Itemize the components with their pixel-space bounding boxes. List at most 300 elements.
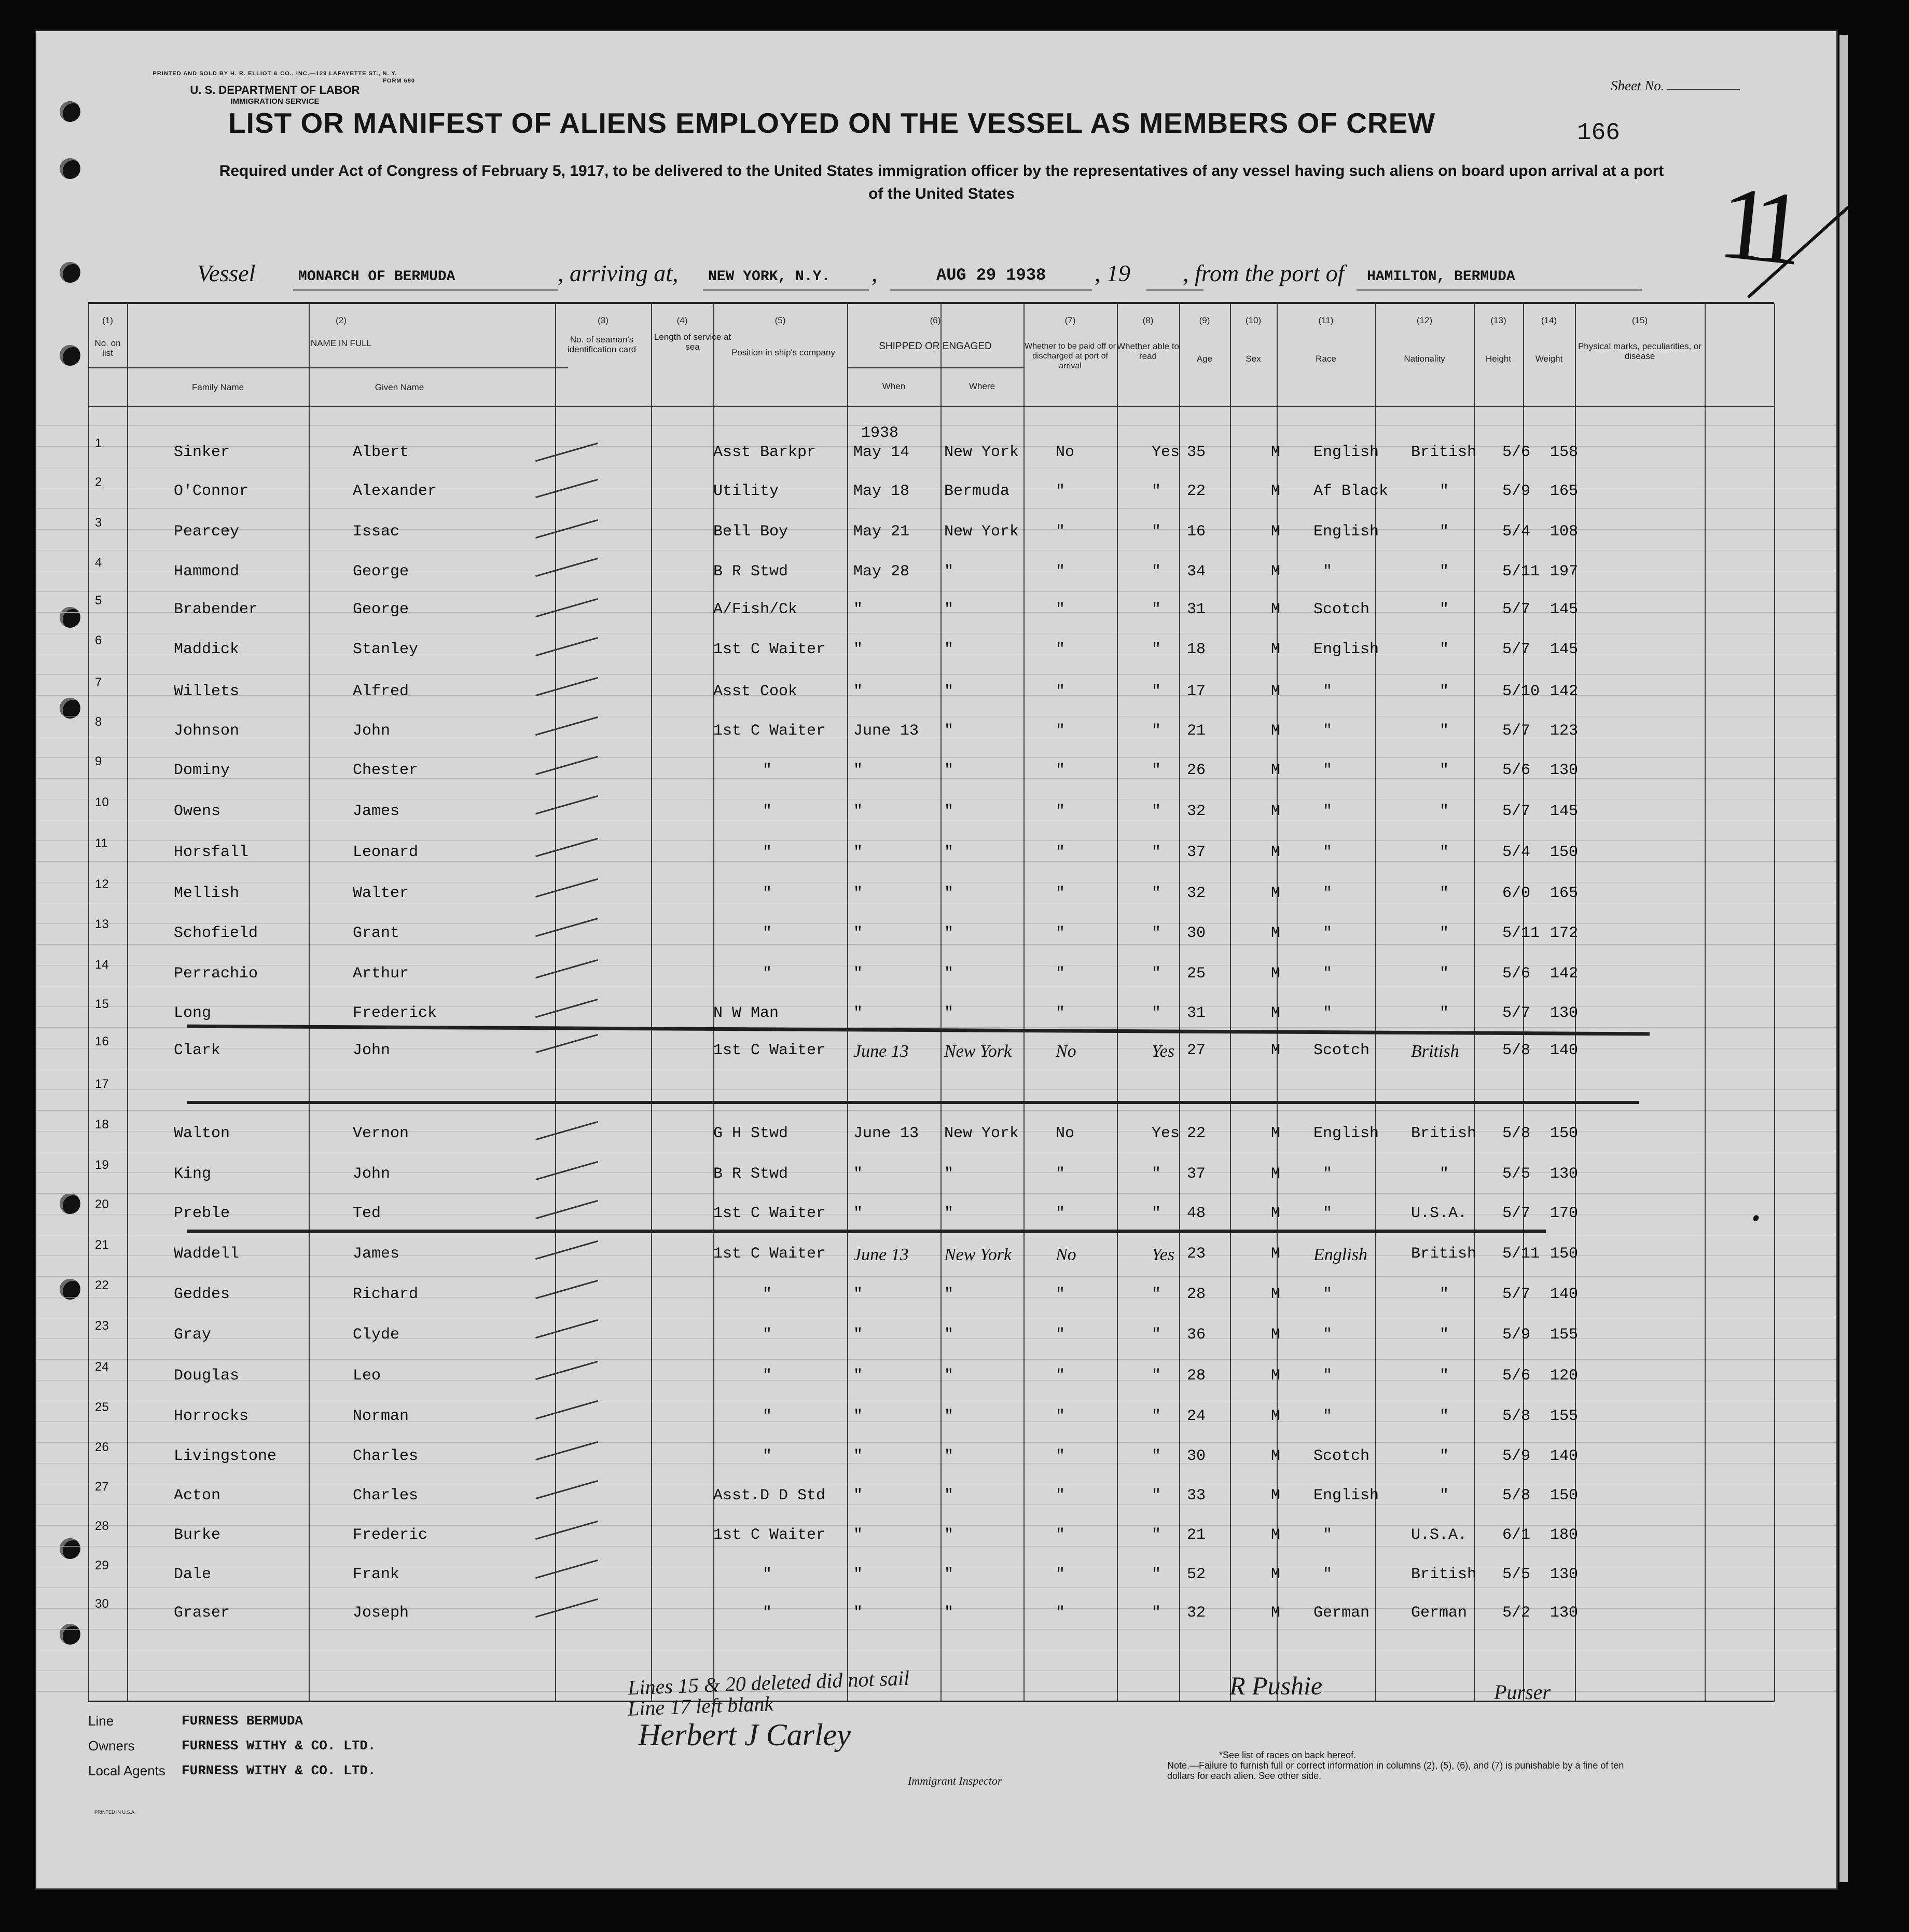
- cell-nat: ": [1440, 1367, 1449, 1385]
- department: [78, 85, 472, 107]
- cell-age: 17: [1187, 683, 1206, 700]
- cell-height: 5/11: [1502, 924, 1540, 942]
- cell-paid: ": [1056, 482, 1066, 500]
- cell-paid: No: [1056, 444, 1075, 461]
- cell-position: 1st C Waiter: [713, 1526, 826, 1544]
- cell-sex: M: [1271, 1326, 1281, 1344]
- cell-where: ": [944, 722, 954, 740]
- cell-race: ": [1323, 762, 1333, 779]
- cell-where: ": [944, 641, 954, 658]
- cell-height: 5/6: [1502, 965, 1531, 983]
- cell-where: ": [944, 844, 954, 861]
- cell-when: ": [853, 1286, 863, 1303]
- col-age: Age: [1196, 354, 1213, 364]
- table-row: [36, 1117, 1836, 1157]
- cell-family: Hammond: [174, 563, 240, 581]
- year-underline: [1146, 289, 1204, 291]
- cell-given: John: [353, 1042, 391, 1059]
- vessel-underline: [293, 289, 558, 291]
- cell-where: New York: [944, 444, 1019, 461]
- cell-read: Yes: [1152, 1245, 1175, 1264]
- cell-where: ": [944, 924, 954, 942]
- cell-weight: 150: [1550, 844, 1579, 861]
- cell-race: ": [1323, 1407, 1333, 1425]
- cell-paid: ": [1056, 1604, 1066, 1622]
- table-row: [36, 1319, 1836, 1358]
- arriving-label: , arriving at,: [558, 260, 679, 286]
- cell-when: June 13: [853, 1042, 909, 1061]
- local-agents-value: FURNESS WITHY & CO. LTD.: [182, 1763, 376, 1778]
- cell-read: ": [1152, 1487, 1161, 1505]
- cell-race: English: [1313, 444, 1379, 461]
- owners-value: FURNESS WITHY & CO. LTD.: [182, 1738, 376, 1754]
- cell-height: 5/7: [1502, 1286, 1531, 1303]
- column-number: (15): [1631, 315, 1648, 325]
- cell-age: 31: [1187, 1004, 1206, 1022]
- cell-height: 5/9: [1502, 482, 1531, 500]
- cell-where: ": [944, 1526, 954, 1544]
- cell-weight: 180: [1550, 1526, 1579, 1544]
- cell-given: Alexander: [353, 482, 437, 500]
- cell-weight: 155: [1550, 1326, 1579, 1344]
- cell-paid: ": [1056, 1205, 1066, 1222]
- cell-given: Vernon: [353, 1125, 409, 1142]
- cell-given: Norman: [353, 1407, 409, 1425]
- cell-where: ": [944, 1604, 954, 1622]
- cell-nat: U.S.A.: [1411, 1205, 1468, 1222]
- cell-age: 48: [1187, 1205, 1206, 1222]
- cell-nat: British: [1411, 1245, 1477, 1263]
- cell-where: ": [944, 1487, 954, 1505]
- cell-read: ": [1152, 1566, 1161, 1583]
- cell-nat: ": [1440, 803, 1449, 820]
- cell-height: 5/8: [1502, 1125, 1531, 1142]
- year-above: 1938: [861, 424, 899, 442]
- cell-read: ": [1152, 722, 1161, 740]
- cell-paid: ": [1056, 1566, 1066, 1583]
- cell-paid: ": [1056, 523, 1066, 541]
- cell-weight: 130: [1550, 1165, 1579, 1183]
- table-row: [36, 1440, 1836, 1480]
- cell-family: King: [174, 1165, 212, 1183]
- cell-weight: 150: [1550, 1245, 1579, 1263]
- inspector-label: Immigrant Inspector: [908, 1774, 1002, 1787]
- cell-nat: ": [1440, 924, 1449, 942]
- cell-age: 35: [1187, 444, 1206, 461]
- binder-hole: [60, 158, 80, 179]
- cell-age: 21: [1187, 722, 1206, 740]
- cell-paid: ": [1056, 1326, 1066, 1344]
- service-name: IMMIGRATION SERVICE: [230, 97, 320, 106]
- cell-sex: M: [1271, 965, 1281, 983]
- cell-age: 23: [1187, 1245, 1206, 1263]
- cell-read: ": [1152, 965, 1161, 983]
- footer-notes: [1167, 1750, 1634, 1781]
- arriving-underline: [703, 289, 869, 291]
- cell-given: John: [353, 722, 391, 740]
- cell-read: ": [1152, 482, 1161, 500]
- vessel-label: Vessel: [197, 260, 256, 286]
- cell-when: ": [853, 601, 863, 618]
- table-row: [36, 633, 1836, 673]
- table-row: [36, 1519, 1836, 1558]
- cell-family: Geddes: [174, 1286, 230, 1303]
- col-id-card: No. of seaman's identification card: [567, 335, 637, 354]
- cell-age: 24: [1187, 1407, 1206, 1425]
- col-able-to-read: Whether able to read: [1117, 341, 1180, 361]
- cell-no: 16: [95, 1034, 109, 1048]
- cell-where: ": [944, 965, 954, 983]
- cell-age: 32: [1187, 1604, 1206, 1622]
- cell-no: 21: [95, 1238, 109, 1252]
- cell-paid: ": [1056, 683, 1066, 700]
- column-number: (2): [336, 315, 347, 325]
- cell-race: ": [1323, 885, 1333, 902]
- cell-paid: ": [1056, 965, 1066, 983]
- cell-given: George: [353, 601, 409, 618]
- cell-nat: ": [1440, 523, 1449, 541]
- stamp-number: 166: [1577, 119, 1620, 146]
- cell-race: ": [1323, 1367, 1333, 1385]
- cell-height: 6/0: [1502, 885, 1531, 902]
- subtitle: [176, 160, 1707, 205]
- cell-given: James: [353, 1245, 400, 1263]
- cell-sex: M: [1271, 844, 1281, 861]
- cell-paid: ": [1056, 1526, 1066, 1544]
- cell-weight: 142: [1550, 965, 1579, 983]
- cell-family: Clark: [174, 1042, 221, 1059]
- cell-read: ": [1152, 1326, 1161, 1344]
- cell-family: Waddell: [174, 1245, 240, 1263]
- table-row: [36, 715, 1836, 754]
- cell-height: 5/7: [1502, 1004, 1531, 1022]
- cell-weight: 120: [1550, 1367, 1579, 1385]
- cell-where: ": [944, 1407, 954, 1425]
- cell-weight: 155: [1550, 1407, 1579, 1425]
- cell-no: 11: [95, 836, 108, 850]
- ruled-line: [36, 840, 1836, 841]
- cell-race: Scotch: [1313, 1447, 1370, 1465]
- cell-age: 34: [1187, 563, 1206, 581]
- cell-paid: No: [1056, 1125, 1075, 1142]
- cell-no: 14: [95, 958, 109, 972]
- cell-weight: 197: [1550, 563, 1579, 581]
- cell-given: Stanley: [353, 641, 419, 658]
- cell-family: Willets: [174, 683, 240, 700]
- cell-sex: M: [1271, 1286, 1281, 1303]
- table-row: [36, 917, 1836, 957]
- cell-paid: ": [1056, 563, 1066, 581]
- cell-given: Leo: [353, 1367, 381, 1385]
- cell-race: ": [1323, 1526, 1333, 1544]
- cell-no: 18: [95, 1117, 109, 1131]
- cell-age: 25: [1187, 965, 1206, 983]
- cell-when: May 14: [853, 444, 910, 461]
- cell-nat: ": [1440, 965, 1449, 983]
- cell-given: Issac: [353, 523, 400, 541]
- cell-height: 5/7: [1502, 1205, 1531, 1222]
- ruled-line: [36, 1691, 1836, 1692]
- cell-height: 5/4: [1502, 523, 1531, 541]
- cell-position: ": [763, 1367, 772, 1385]
- cell-nat: ": [1440, 641, 1449, 658]
- cell-family: Pearcey: [174, 523, 240, 541]
- cell-race: English: [1313, 1245, 1367, 1264]
- cell-given: Walter: [353, 885, 409, 902]
- cell-family: O'Connor: [174, 482, 249, 500]
- cell-race: German: [1313, 1604, 1370, 1622]
- cell-where: ": [944, 803, 954, 820]
- cell-no: 15: [95, 997, 109, 1011]
- owners-label: Owners: [88, 1738, 135, 1754]
- cell-height: 5/11: [1502, 563, 1540, 581]
- cell-when: June 13: [853, 1125, 919, 1142]
- purser-signature: R Pushie: [1229, 1671, 1323, 1700]
- column-number: (3): [598, 315, 608, 325]
- page-title: LIST OR MANIFEST OF ALIENS EMPLOYED ON THE VESSEL AS MEMBERS OF CREW: [228, 107, 1436, 139]
- comma: ,: [872, 260, 878, 286]
- cell-given: Richard: [353, 1286, 419, 1303]
- cell-position: ": [763, 1566, 772, 1583]
- cell-weight: 130: [1550, 1566, 1579, 1583]
- cell-position: Asst Barkpr: [713, 444, 817, 461]
- cell-family: Horsfall: [174, 844, 249, 861]
- cell-nat: ": [1440, 482, 1449, 500]
- cell-sex: M: [1271, 601, 1281, 618]
- cell-given: Alfred: [353, 683, 409, 700]
- sheet-number-blank: [1667, 78, 1740, 90]
- cell-given: George: [353, 563, 409, 581]
- cell-height: 5/6: [1502, 762, 1531, 779]
- cell-no: 2: [95, 475, 102, 489]
- cell-position: 1st C Waiter: [713, 641, 826, 658]
- cell-race: ": [1323, 803, 1333, 820]
- cell-where: ": [944, 1165, 954, 1183]
- cell-race: ": [1323, 965, 1333, 983]
- cell-where: ": [944, 683, 954, 700]
- cell-paid: ": [1056, 1407, 1066, 1425]
- penalty-note: Note.—Failure to furnish full or correct information in columns (2), (5), (6), and (7) is punishable by a fine of ten dollars for each alien. See other side.: [1167, 1760, 1624, 1781]
- cell-height: 5/7: [1502, 803, 1531, 820]
- cell-weight: 145: [1550, 641, 1579, 658]
- cell-read: ": [1152, 683, 1161, 700]
- cell-no: 12: [95, 877, 109, 891]
- cell-when: ": [853, 924, 863, 942]
- cell-read: ": [1152, 885, 1161, 902]
- cell-when: ": [853, 803, 863, 820]
- cell-age: 27: [1187, 1042, 1206, 1059]
- cell-read: ": [1152, 924, 1161, 942]
- cell-family: Schofield: [174, 924, 258, 942]
- cell-where: New York: [944, 1042, 1012, 1061]
- cell-age: 26: [1187, 762, 1206, 779]
- cell-weight: 170: [1550, 1205, 1579, 1222]
- cell-given: Arthur: [353, 965, 409, 983]
- cell-height: 5/7: [1502, 601, 1531, 618]
- handwritten-blank-note: Line 17 left blank: [627, 1692, 774, 1720]
- cell-read: ": [1152, 1367, 1161, 1385]
- cell-race: ": [1323, 1326, 1333, 1344]
- cell-height: 5/9: [1502, 1447, 1531, 1465]
- cell-race: ": [1323, 1004, 1333, 1022]
- cell-weight: 150: [1550, 1125, 1579, 1142]
- cell-age: 32: [1187, 885, 1206, 902]
- cell-nat: British: [1411, 1125, 1477, 1142]
- cell-sex: M: [1271, 444, 1281, 461]
- cell-age: 21: [1187, 1526, 1206, 1544]
- cell-sex: M: [1271, 1447, 1281, 1465]
- cell-position: B R Stwd: [713, 563, 789, 581]
- column-number: (10): [1245, 315, 1262, 325]
- cell-given: Clyde: [353, 1326, 400, 1344]
- ruled-line: [36, 923, 1836, 924]
- column-number: (14): [1541, 315, 1557, 325]
- col-physical-marks: Physical marks, peculiarities, or disease: [1578, 341, 1702, 361]
- cell-no: 27: [95, 1480, 109, 1494]
- cell-read: ": [1152, 641, 1161, 658]
- cell-no: 10: [95, 795, 109, 809]
- cell-read: Yes: [1152, 1125, 1180, 1142]
- cell-no: 29: [95, 1558, 109, 1572]
- cell-nat: ": [1440, 885, 1449, 902]
- ruled-line: [36, 757, 1836, 758]
- column-number: (11): [1318, 315, 1334, 325]
- cell-sex: M: [1271, 924, 1281, 942]
- cell-read: ": [1152, 1407, 1161, 1425]
- table-row: [36, 516, 1836, 555]
- cell-read: ": [1152, 1286, 1161, 1303]
- cell-age: 31: [1187, 601, 1206, 618]
- table-row: [36, 1158, 1836, 1197]
- cell-given: Ted: [353, 1205, 381, 1222]
- col-weight: Weight: [1535, 354, 1563, 364]
- cell-family: Owens: [174, 803, 221, 820]
- cell-given: Leonard: [353, 844, 419, 861]
- cell-race: ": [1323, 683, 1333, 700]
- cell-height: 5/6: [1502, 1367, 1531, 1385]
- cell-family: Burke: [174, 1526, 221, 1544]
- cell-weight: 165: [1550, 885, 1579, 902]
- cell-position: B R Stwd: [713, 1165, 789, 1183]
- cell-given: Frederick: [353, 1004, 437, 1022]
- cell-race: Scotch: [1313, 601, 1370, 618]
- cell-family: Acton: [174, 1487, 221, 1505]
- cell-position: ": [763, 762, 772, 779]
- cell-no: 24: [95, 1360, 109, 1374]
- cell-nat: ": [1440, 683, 1449, 700]
- page-edge: [1839, 35, 1848, 1882]
- cell-no: 4: [95, 556, 102, 570]
- handwritten-deletion-note: Lines 15 & 20 deleted did not sail: [627, 1666, 910, 1700]
- cell-sex: M: [1271, 1487, 1281, 1505]
- cell-age: 22: [1187, 1125, 1206, 1142]
- cell-where: ": [944, 762, 954, 779]
- cell-when: ": [853, 683, 863, 700]
- cell-weight: 145: [1550, 601, 1579, 618]
- cell-read: ": [1152, 1004, 1161, 1022]
- cell-read: ": [1152, 844, 1161, 861]
- cell-given: Frederic: [353, 1526, 428, 1544]
- cell-where: Bermuda: [944, 482, 1010, 500]
- cell-age: 28: [1187, 1367, 1206, 1385]
- cell-position: ": [763, 1604, 772, 1622]
- cell-age: 18: [1187, 641, 1206, 658]
- cell-weight: 130: [1550, 1004, 1579, 1022]
- cell-nat: ": [1440, 1326, 1449, 1344]
- cell-no: 1: [95, 436, 102, 450]
- cell-no: 17: [95, 1077, 109, 1091]
- cell-sex: M: [1271, 1165, 1281, 1183]
- cell-nat: ": [1440, 601, 1449, 618]
- cell-where: ": [944, 1367, 954, 1385]
- from-port-label: , from the port of: [1183, 260, 1345, 286]
- cell-where: ": [944, 1286, 954, 1303]
- col-when: When: [882, 381, 906, 391]
- cell-age: 30: [1187, 1447, 1206, 1465]
- cell-read: ": [1152, 1205, 1161, 1222]
- cell-race: ": [1323, 924, 1333, 942]
- cell-when: ": [853, 1526, 863, 1544]
- cell-sex: M: [1271, 1407, 1281, 1425]
- cell-nat: ": [1440, 1004, 1449, 1022]
- cell-weight: 140: [1550, 1042, 1579, 1059]
- from-port-underline: [1357, 289, 1642, 291]
- cell-height: 5/6: [1502, 444, 1531, 461]
- cell-race: Af Black: [1313, 482, 1389, 500]
- table-row: [36, 556, 1836, 595]
- header-divider: [847, 367, 1023, 368]
- column-number: (12): [1416, 315, 1433, 325]
- ruled-line: [36, 425, 1836, 426]
- column-number: (7): [1064, 315, 1076, 325]
- cell-sex: M: [1271, 1367, 1281, 1385]
- cell-nat: British: [1411, 1042, 1459, 1061]
- col-family-name: Family Name: [191, 382, 244, 392]
- col-nationality: Nationality: [1404, 354, 1445, 364]
- cell-family: Long: [174, 1004, 212, 1022]
- cell-race: English: [1313, 523, 1379, 541]
- cell-where: ": [944, 1447, 954, 1465]
- vessel-line: [197, 259, 1831, 294]
- cell-nat: ": [1440, 1165, 1449, 1183]
- cell-sex: M: [1271, 885, 1281, 902]
- table-row: [36, 1360, 1836, 1399]
- binder-hole: [60, 345, 80, 366]
- col-sex: Sex: [1246, 354, 1261, 364]
- printed-mark: PRINTED IN U.S.A.: [94, 1810, 136, 1815]
- cell-where: New York: [944, 523, 1019, 541]
- cell-given: James: [353, 803, 400, 820]
- cell-sex: M: [1271, 482, 1281, 500]
- cell-nat: ": [1440, 722, 1449, 740]
- table-row: [36, 675, 1836, 715]
- cell-weight: 140: [1550, 1286, 1579, 1303]
- cell-when: ": [853, 965, 863, 983]
- cell-height: 5/4: [1502, 844, 1531, 861]
- cell-read: ": [1152, 803, 1161, 820]
- cell-given: John: [353, 1165, 391, 1183]
- table-row: [36, 1278, 1836, 1318]
- cell-sex: M: [1271, 523, 1281, 541]
- cell-height: 5/11: [1502, 1245, 1540, 1263]
- cell-age: 52: [1187, 1566, 1206, 1583]
- cell-age: 28: [1187, 1286, 1206, 1303]
- col-name-in-full: NAME IN FULL: [310, 338, 372, 348]
- cell-height: 5/5: [1502, 1566, 1531, 1583]
- cell-race: ": [1323, 1566, 1333, 1583]
- cell-sex: M: [1271, 1604, 1281, 1622]
- cell-height: 5/7: [1502, 641, 1531, 658]
